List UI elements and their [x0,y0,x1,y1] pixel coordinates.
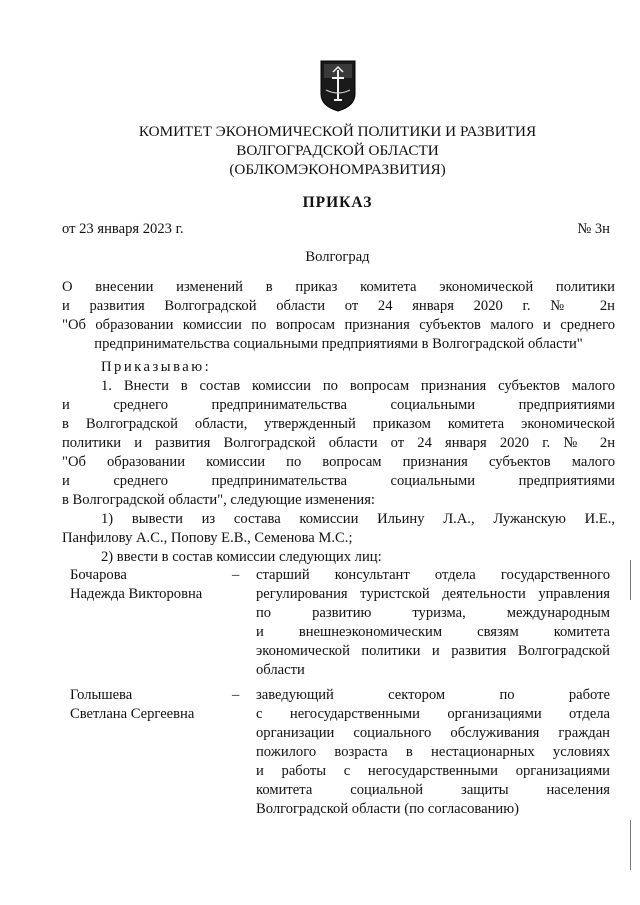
subject-line: "Об образовании комиссии по вопросам признания субъектов малого и среднего [62,317,615,333]
position-line: и внешнеэкономическим связям комитета [256,624,610,640]
subject-line: О внесении изменений в приказ комитета экономической политики [62,279,615,295]
document-type-title: ПРИКАЗ [302,194,373,211]
scan-edge-mark [630,820,631,870]
member-surname: Бочарова [70,567,127,583]
scan-edge-mark [630,560,631,600]
point-1-line: и среднего предпринимательства социальными предприятиями [62,397,615,413]
member-name [70,566,240,604]
member-given-names: Надежда Викторовна [70,586,203,602]
document-number: № 3н [577,221,610,237]
org-name-line-3: (ОБЛКОМЭКОНОМРАЗВИТИЯ) [229,161,446,178]
member-dash: – [232,567,240,583]
subpoint-2: 2) ввести в состав комиссии следующих лиц: [101,549,382,565]
subpoint-1-line: 1) вывести из состава комиссии Ильину Л.А., Лужанскую И.Е., [101,511,615,527]
position-line: организации социального обслуживания граждан [256,725,610,741]
point-1-line: в Волгоградской области", следующие изменения: [62,492,375,508]
order-word: Приказываю: [101,359,212,375]
position-line: старший консультант отдела государственного [256,567,610,583]
position-line: и работы с негосударственными организациями [256,763,610,779]
position-line: комитета социальной защиты населения [256,782,610,798]
position-line: заведующий сектором по работе [256,687,610,703]
member-name [70,686,240,724]
volgograd-coat-of-arms-icon [320,60,356,112]
position-line: области [256,662,305,678]
point-1-line: в Волгоградской области, утвержденный приказом комитета экономической [62,416,615,432]
position-line: с негосударственными организациями отдела [256,706,610,722]
position-line: регулирования туристской деятельности управления [256,586,610,602]
subpoint-1-line: Панфилову А.С., Попову Е.В., Семенова М.С.; [62,530,353,546]
city-name: Волгоград [305,249,370,265]
member-dash: – [232,687,240,703]
subject-line: предпринимательства социальными предприятиями в Волгоградской области" [94,336,583,352]
member-position [256,686,610,819]
member-position [256,566,610,680]
member-surname: Голышева [70,687,133,703]
subject-line: и развития Волгоградской области от 24 января 2020 г. № 2н [62,298,615,314]
org-name-line-1: КОМИТЕТ ЭКОНОМИЧЕСКОЙ ПОЛИТИКИ И РАЗВИТИЯ [138,123,537,140]
point-1-line: и среднего предпринимательства социальными предприятиями [62,473,615,489]
position-line: экономической политики и развития Волгоградской [256,643,610,659]
org-name-line-2: ВОЛГОГРАДСКОЙ ОБЛАСТИ [236,142,439,159]
position-line: пожилого возраста в нестационарных условиях [256,744,610,760]
point-1-line: 1. Внести в состав комиссии по вопросам признания субъектов малого [101,378,615,394]
point-1-line: политики и развития Волгоградской области от 24 января 2020 г. № 2н [62,435,615,451]
point-1-line: "Об образовании комиссии по вопросам признания субъектов малого [62,454,615,470]
position-line: Волгоградской области (по согласованию) [256,801,519,817]
document-date: от 23 января 2023 г. [62,221,184,237]
member-given-names: Светлана Сергеевна [70,706,195,722]
position-line: по развитию туризма, международным [256,605,610,621]
